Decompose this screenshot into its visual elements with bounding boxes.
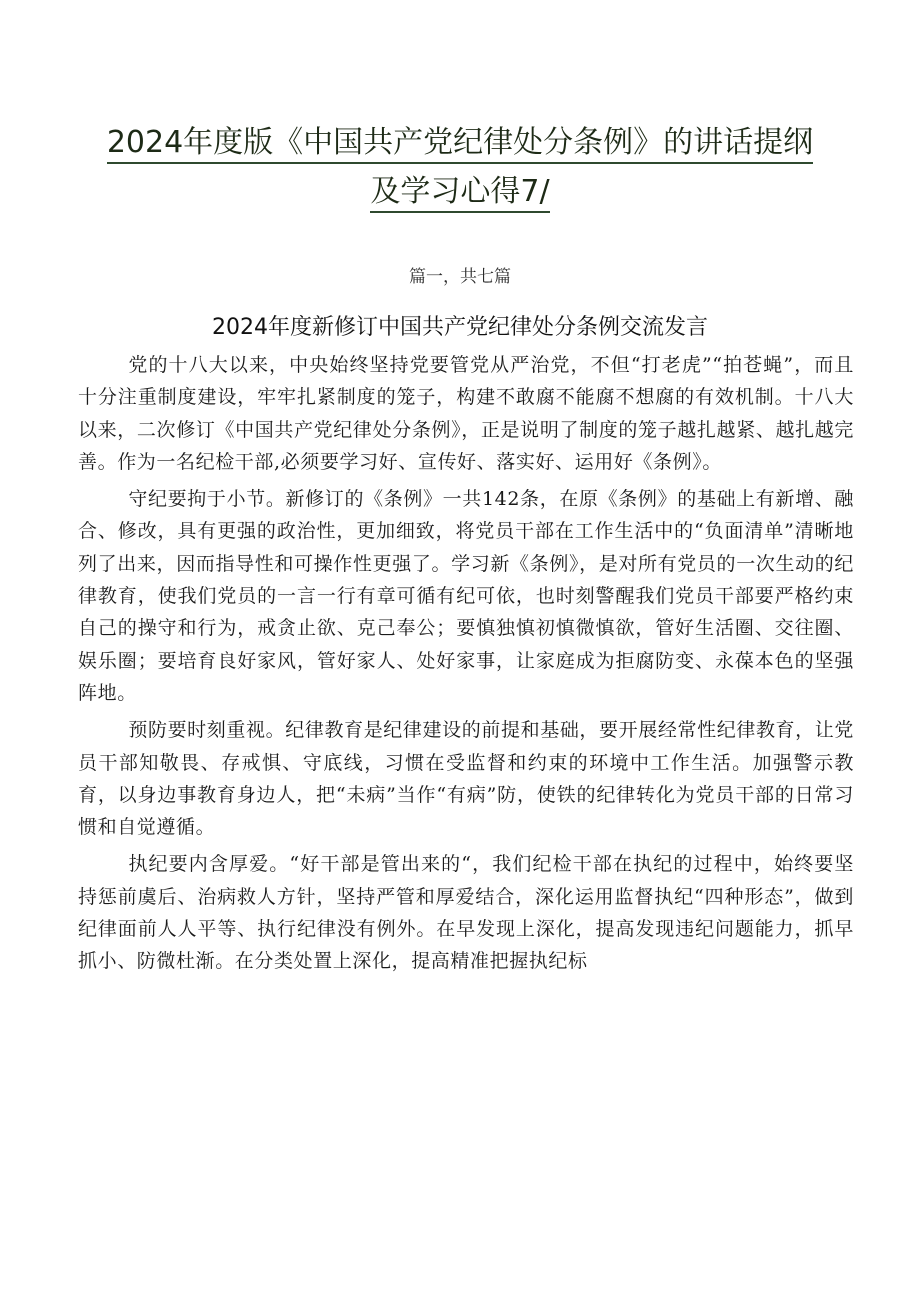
body-paragraph: 执纪要内含厚爱。“好干部是管出来的“，我们纪检干部在执纪的过程中，始终要坚持惩前虞后、治病救人方针，坚持严管和厚爱结合，深化运用监督执纪“四种形态”，做到纪律面前人人平等、执行纪律没有例外。在早发现上深化，提高发现违纪问题能力，抓早抓小、防微杜渐。在分类处置上深化，提高精准把握执纪标 (78, 853, 854, 973)
section-label: 篇一，共七篇 (409, 267, 511, 287)
body-paragraph: 预防要时刻重视。纪律教育是纪律建设的前提和基础，要开展经常性纪律教育，让党员干部知敬畏、存戒惧、守底线，习惯在受监督和约束的环境中工作生活。加强警示教育，以身边事教育身边人，把“未病”当作“有病”防，使铁的纪律转化为党员干部的日常习惯和自觉遵循。 (78, 719, 854, 839)
speech-title: 2024年度新修订中国共产党纪律处分条例交流发言 (212, 315, 708, 340)
document-title-line-2 (60, 166, 860, 210)
document-title-text-2: 及学习心得7/ (370, 174, 549, 213)
body-paragraph: 守纪要拘于小节。新修订的《条例》一共142条，在原《条例》的基础上有新增、融合、修改，具有更强的政治性，更加细致，将党员干部在工作生活中的“负面清单”清晰地列了出来，因而指导性和可操作性更强了。学习新《条例》，是对所有党员的一次生动的纪律教育，使我们党员的一言一行有章可循有纪可依，也时刻警醒我们党员干部要严格约束自己的操守和行为，戒贪止欲、克己奉公；要慎独慎初慎微慎欲，管好生活圈、交往圈、娱乐圈；要培育良好家风，管好家人、处好家事，让家庭成为拒腐防变、永葆本色的坚强阵地。 (78, 488, 854, 704)
body-paragraph: 党的十八大以来，中央始终坚持党要管党从严治党，不但“打老虎”“拍苍蝇”，而且十分注重制度建设，牢牢扎紧制度的笼子，构建不敢腐不能腐不想腐的有效机制。十八大以来，二次修订《中国共产党纪律处分条例》，正是说明了制度的笼子越扎越紧、越扎越完善。作为一名纪检干部,必须要学习好、宣传好、落实好、运用好《条例》。 (78, 354, 854, 473)
document-body (78, 349, 854, 978)
document-title-line-1 (60, 117, 860, 161)
document-title-text-1: 2024年度版《中国共产党纪律处分条例》的讲话提纲 (107, 125, 813, 164)
